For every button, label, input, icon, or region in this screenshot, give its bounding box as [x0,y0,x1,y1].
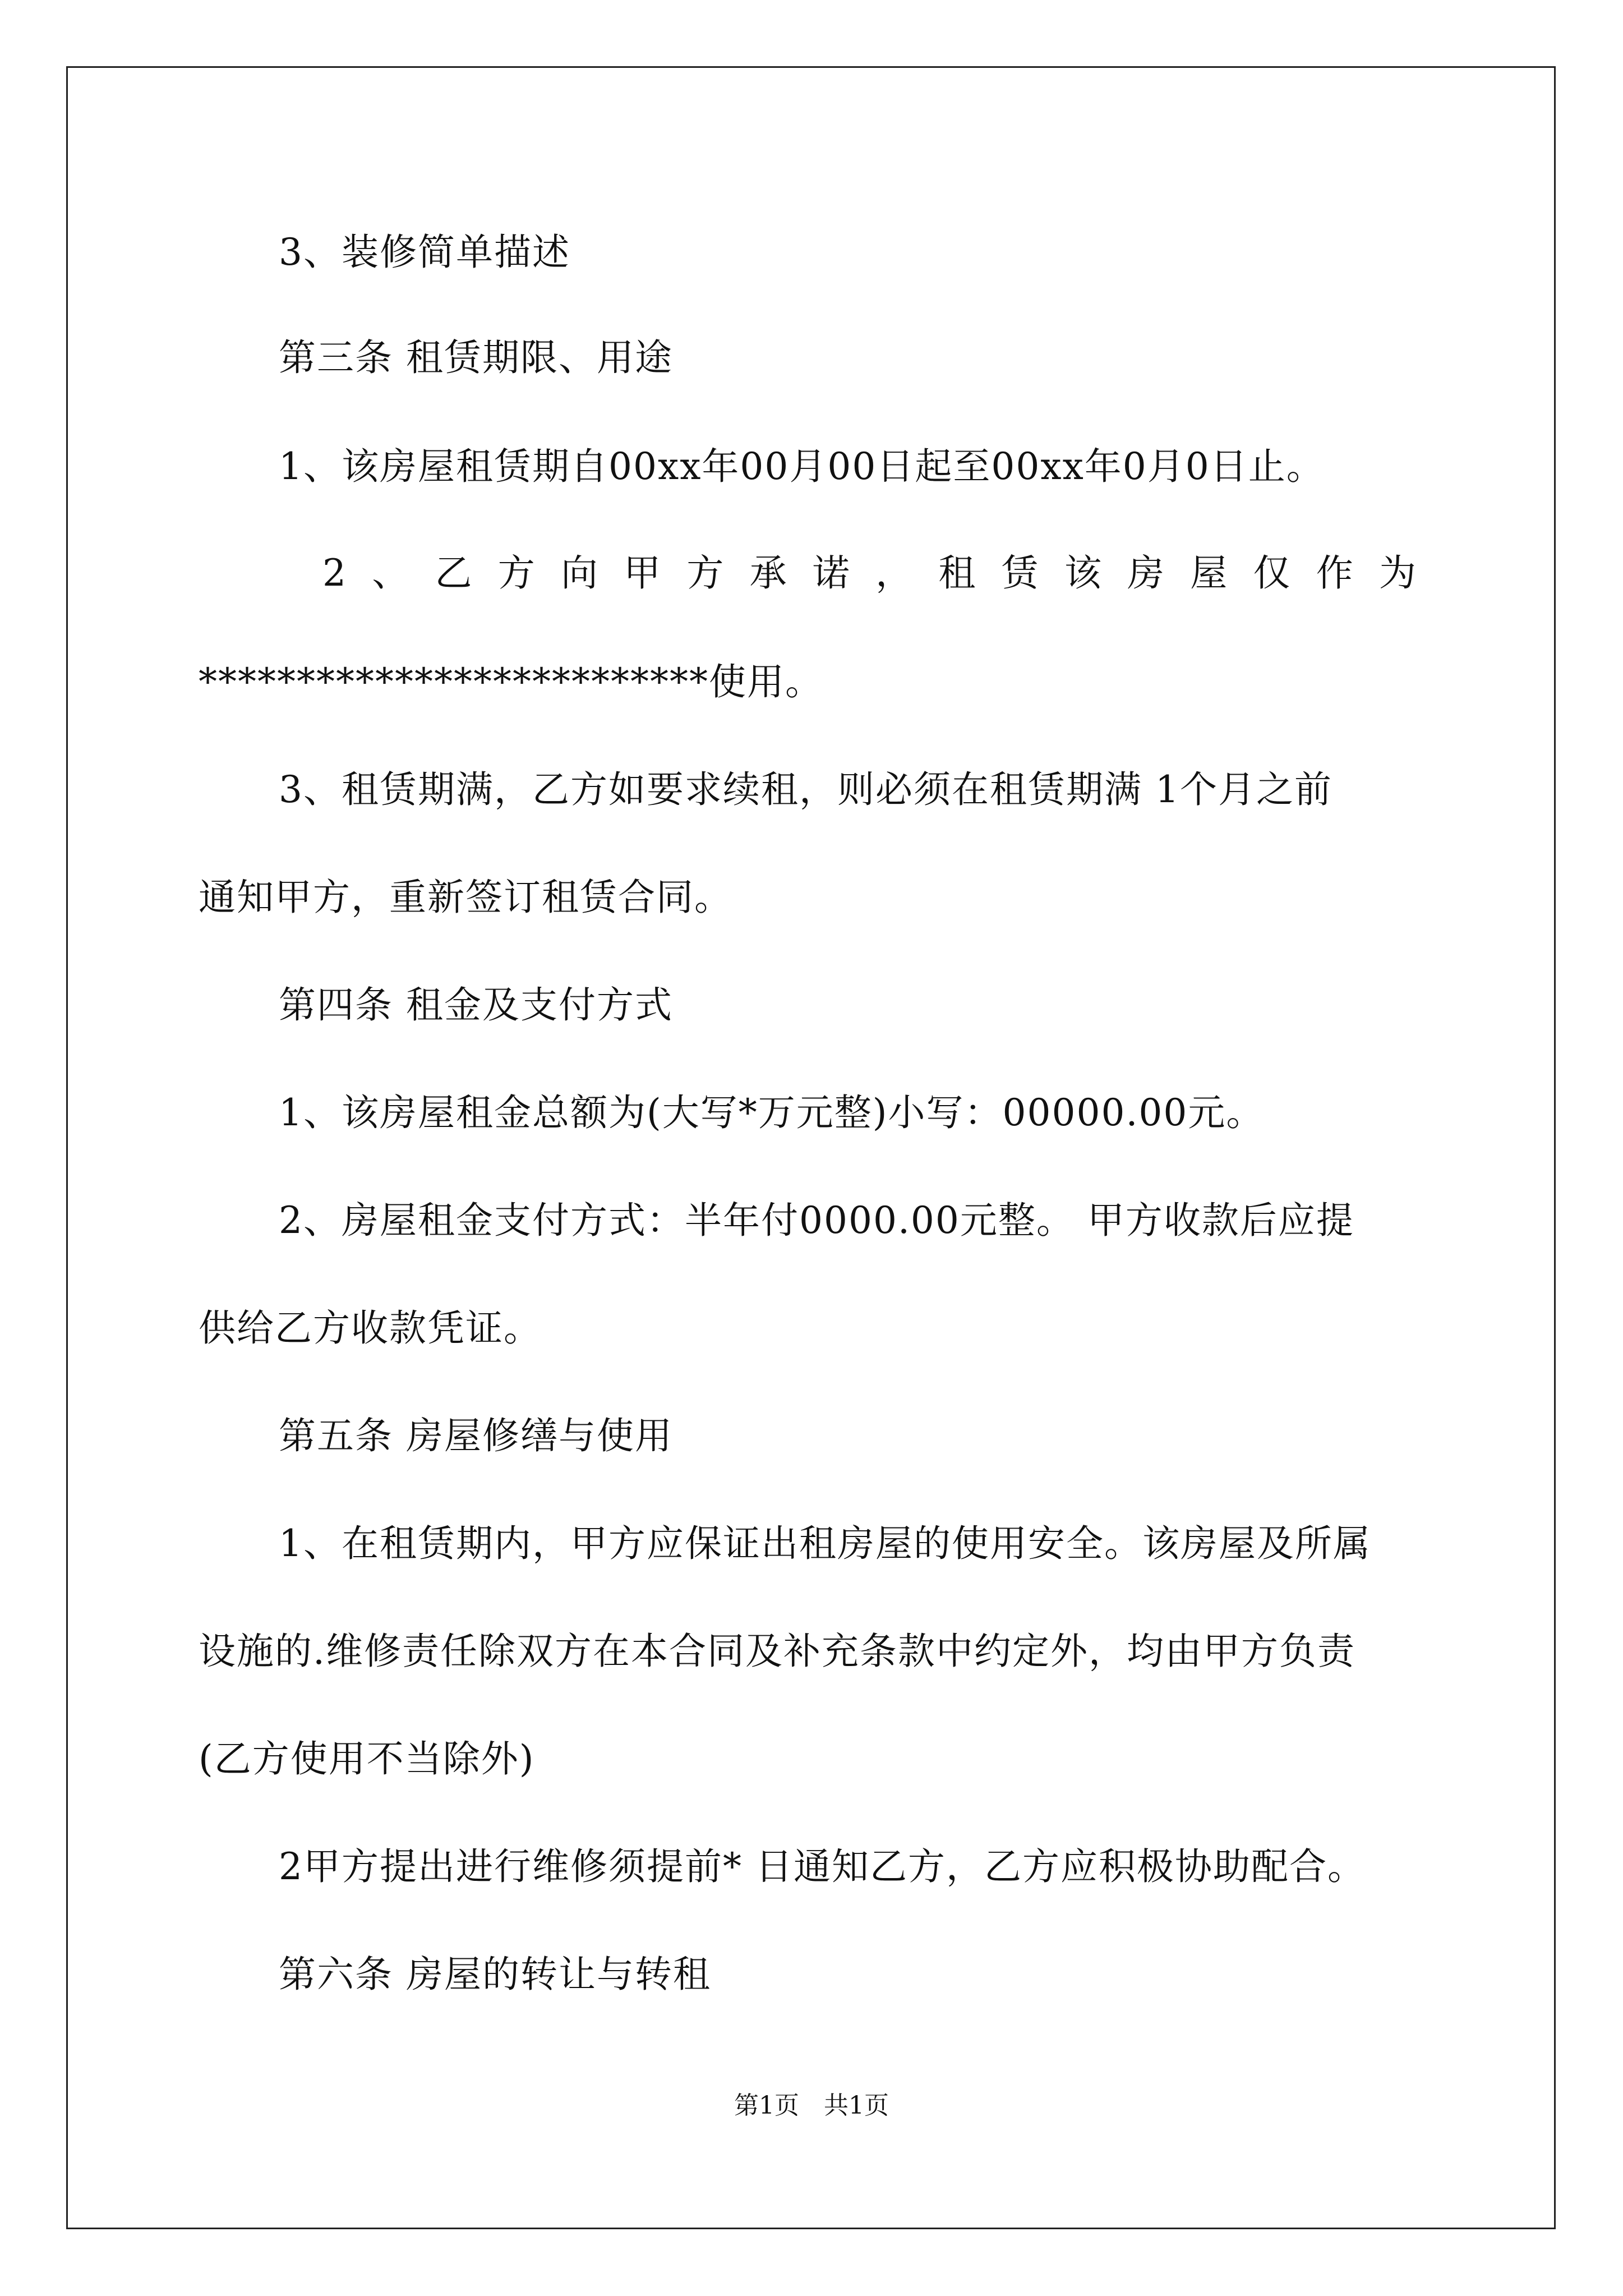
section-heading: 第四条 租金及支付方式 [279,983,673,1027]
paragraph-line: 2、房屋租金支付方式：半年付0000.00元整。 甲方收款后应提 [279,1199,1354,1242]
page-border [66,66,1556,2229]
page-footer: 第1页 共1页 [734,2091,889,2120]
justified-char: 为 [1378,551,1416,595]
justified-char: 承 [749,551,787,595]
justified-char: 房 [1127,551,1165,595]
paragraph-line-justified [322,551,1416,596]
justified-char: 乙 [435,551,472,595]
paragraph-line: 1、该房屋租金总额为(大写*万元整)小写：00000.00元。 [279,1091,1265,1134]
justified-char: 2 [322,551,346,595]
justified-char: 赁 [1001,551,1039,595]
paragraph-line: 设施的.维修责任除双方在本合同及补充条款中约定外，均由甲方负责 [199,1630,1355,1673]
justified-char: 作 [1316,551,1353,595]
paragraph-line: 1、在租赁期内，甲方应保证出租房屋的使用安全。该房屋及所属 [279,1522,1371,1565]
paragraph-line: 2甲方提出进行维修须提前* 日通知乙方，乙方应积极协助配合。 [279,1845,1366,1888]
justified-char: 仅 [1253,551,1290,595]
section-heading: 第五条 房屋修缮与使用 [279,1414,673,1457]
paragraph-line: 3、装修简单描述 [279,231,570,274]
justified-char: 该 [1064,551,1101,595]
section-heading: 第三条 租赁期限、用途 [279,336,673,379]
justified-char: 甲 [624,551,661,595]
justified-char: 屋 [1190,551,1228,595]
paragraph-line: 1、该房屋租赁期自00xx年00月00日起至00xx年0月0日止。 [279,445,1325,488]
justified-char: ， [875,551,913,595]
paragraph-line: 通知甲方，重新签订租赁合同。 [199,876,732,919]
paragraph-line: (乙方使用不当除外) [199,1737,535,1780]
justified-char: 诺 [812,551,850,595]
section-heading: 第六条 房屋的转让与转租 [279,1953,711,1996]
justified-char: 、 [372,551,409,595]
justified-char: 方 [686,551,724,595]
justified-char: 租 [938,551,976,595]
paragraph-line: 供给乙方收款凭证。 [199,1306,542,1350]
paragraph-line: **************************使用。 [199,660,823,703]
justified-char: 向 [560,551,598,595]
paragraph-line: 3、租赁期满，乙方如要求续租，则必须在租赁期满 1个月之前 [279,768,1332,811]
justified-char: 方 [497,551,535,595]
